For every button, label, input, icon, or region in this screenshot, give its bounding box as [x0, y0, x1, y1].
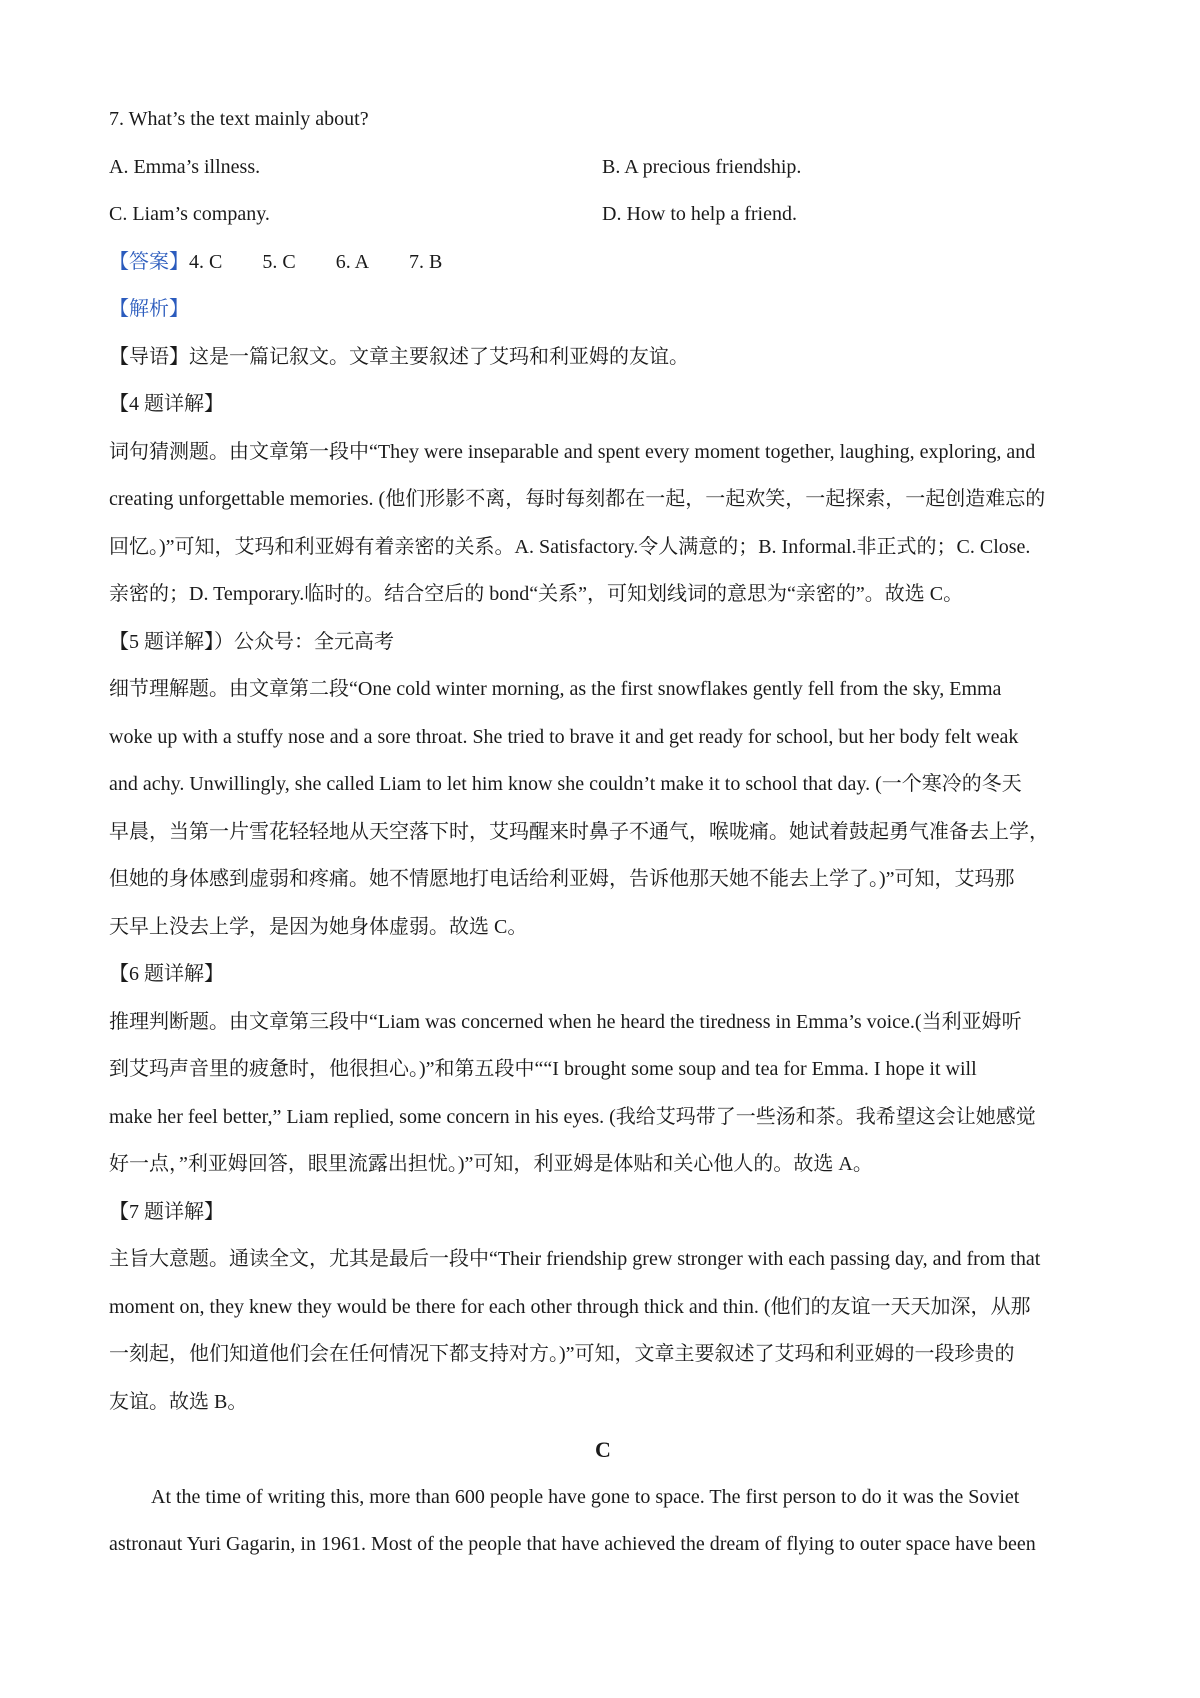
q5-text-line: 早晨，当第一片雪花轻轻地从天空落下时，艾玛醒来时鼻子不通气，喉咙痛。她试着鼓起勇气准备去上学， [109, 820, 1049, 843]
option-a: A. Emma’s illness. [109, 155, 261, 178]
q4-text-line: 回忆。)”可知，艾玛和利亚姆有着亲密的关系。A. Satisfactory.令人满意的；B. Informal.非正式的；C. Close. [109, 535, 1031, 558]
q5-text-line: 但她的身体感到虚弱和疼痛。她不情愿地打电话给利亚姆，告诉他那天她不能去上学了。)”可知，艾玛那 [109, 868, 1015, 890]
section-c-title: C [595, 1437, 611, 1462]
q6-text-line: 推理判断题。由文章第三段中“Liam was concerned when he heard the tiredness in Emma’s voice.(当利亚姆听 [109, 1010, 1022, 1033]
q6-text-line: make her feel better,” Liam replied, some concern in his eyes. (我给艾玛带了一些汤和茶。我希望这会让她感觉 [109, 1105, 1036, 1128]
q4-text-line: 亲密的；D. Temporary.临时的。结合空后的 bond“关系”，可知划线词的意思为“亲密的”。故选 C。 [109, 583, 964, 605]
q5-text-line: woke up with a stuffy nose and a sore throat. She tried to brave it and get ready for school, but her body felt weak [109, 725, 1019, 748]
section-c-text-line: At the time of writing this, more than 600 people have gone to space. The first person to do it was the Soviet [151, 1485, 1020, 1508]
option-b: B. A precious friendship. [602, 155, 802, 178]
q7-heading: 【7 题详解】 [109, 1200, 224, 1223]
answer-item: 4. C [189, 250, 223, 273]
q5-text-line: 天早上没去上学，是因为她身体虚弱。故选 C。 [109, 915, 528, 938]
option-c: C. Liam’s company. [109, 203, 270, 225]
q7-text-line: 一刻起，他们知道他们会在任何情况下都支持对方。)”可知，文章主要叙述了艾玛和利亚姆的一段珍贵的 [109, 1343, 1015, 1365]
document-page [109, 96, 1097, 1569]
intro-line: 【导语】这是一篇记叙文。文章主要叙述了艾玛和利亚姆的友谊。 [109, 345, 689, 368]
q5-heading: 【5 题详解】）公众号：全元高考 [109, 630, 394, 653]
answer-item: 5. C [262, 250, 296, 273]
q7-text-line: 友谊。故选 B。 [109, 1390, 248, 1413]
q4-text-line: creating unforgettable memories. (他们形影不离，每时每刻都在一起，一起欢笑，一起探索，一起创造难忘的 [109, 488, 1046, 510]
q4-text-line: 词句猜测题。由文章第一段中“They were inseparable and spent every moment together, laughing, exploring, and [109, 440, 1036, 463]
option-d: D. How to help a friend. [602, 203, 797, 225]
q6-heading: 【6 题详解】 [109, 963, 224, 985]
q5-text-line: and achy. Unwillingly, she called Liam to let him know she couldn’t make it to school that day. (一个寒冷的冬天 [109, 773, 1022, 795]
answer-line [109, 239, 1097, 287]
answer-label: 【答案】 [109, 250, 189, 273]
answer-item: 7. B [409, 250, 443, 273]
q7-text-line: 主旨大意题。通读全文，尤其是最后一段中“Their friendship grew stronger with each passing day, and from that [109, 1248, 1041, 1270]
q4-heading: 【4 题详解】 [109, 393, 224, 415]
q6-text-line: 到艾玛声音里的疲惫时，他很担心。)”和第五段中““I brought some soup and tea for Emma. I hope it will [109, 1058, 977, 1080]
q6-text-line: 好一点，”利亚姆回答，眼里流露出担忧。)”可知，利亚姆是体贴和关心他人的。故选 A。 [109, 1153, 873, 1175]
question-7-options-row-1 [109, 144, 1097, 192]
q7-text-line: moment on, they knew they would be there for each other through thick and thin. (他们的友谊一天天加深，从那 [109, 1295, 1031, 1318]
section-c-text-line: astronaut Yuri Gagarin, in 1961. Most of the people that have achieved the dream of flying to outer space have been [109, 1533, 1036, 1555]
answer-item: 6. A [335, 250, 370, 273]
question-7-stem: 7. What’s the text mainly about? [109, 108, 369, 130]
question-7-options-row-2 [109, 191, 1097, 239]
analysis-label: 【解析】 [109, 298, 189, 320]
q5-text-line: 细节理解题。由文章第二段“One cold winter morning, as the first snowflakes gently fell from the sky, Emma [109, 678, 1002, 700]
